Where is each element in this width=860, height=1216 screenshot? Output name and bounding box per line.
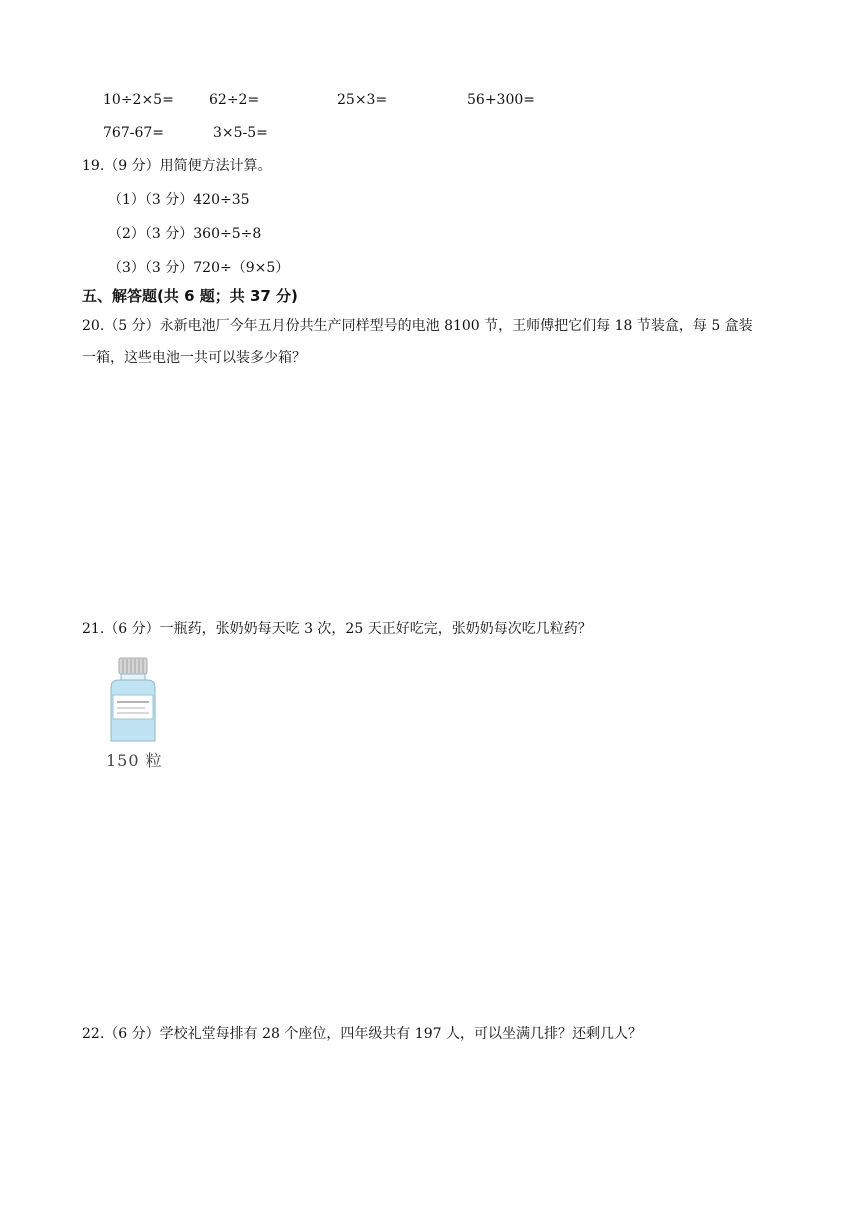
medicine-bottle-icon bbox=[107, 657, 159, 743]
arith-6: 3×5-5= bbox=[213, 125, 268, 141]
arith-2: 62÷2= bbox=[209, 92, 260, 108]
arith-5: 767-67= bbox=[103, 125, 164, 141]
question-20-line-2: 一箱，这些电池一共可以装多少箱？ bbox=[82, 350, 306, 366]
question-20-line-1: 20.（5 分）永新电池厂今年五月份共生产同样型号的电池 8100 节，王师傅把它们每 18 节装盒，每 5 盒装 bbox=[82, 318, 753, 334]
question-19-item-1: （1）（3 分）420÷35 bbox=[108, 192, 250, 208]
question-19-title: 19.（9 分）用简便方法计算。 bbox=[82, 158, 272, 174]
arith-1: 10÷2×5= bbox=[103, 92, 174, 108]
arith-3: 25×3= bbox=[337, 92, 388, 108]
question-19-item-2: （2）（3 分）360÷5÷8 bbox=[108, 226, 262, 242]
bottle-label: 150 粒 bbox=[106, 751, 163, 770]
question-22-line-1: 22.（6 分）学校礼堂每排有 28 个座位，四年级共有 197 人，可以坐满几排？还剩几人？ bbox=[82, 1026, 642, 1042]
section-heading: 五、解答题(共 6 题；共 37 分) bbox=[82, 287, 298, 305]
question-19-item-3: （3）（3 分）720÷（9×5） bbox=[108, 260, 290, 276]
arith-4: 56+300= bbox=[467, 92, 535, 108]
question-21-line-1: 21.（6 分）一瓶药，张奶奶每天吃 3 次，25 天正好吃完，张奶奶每次吃几粒药？ bbox=[82, 621, 592, 637]
